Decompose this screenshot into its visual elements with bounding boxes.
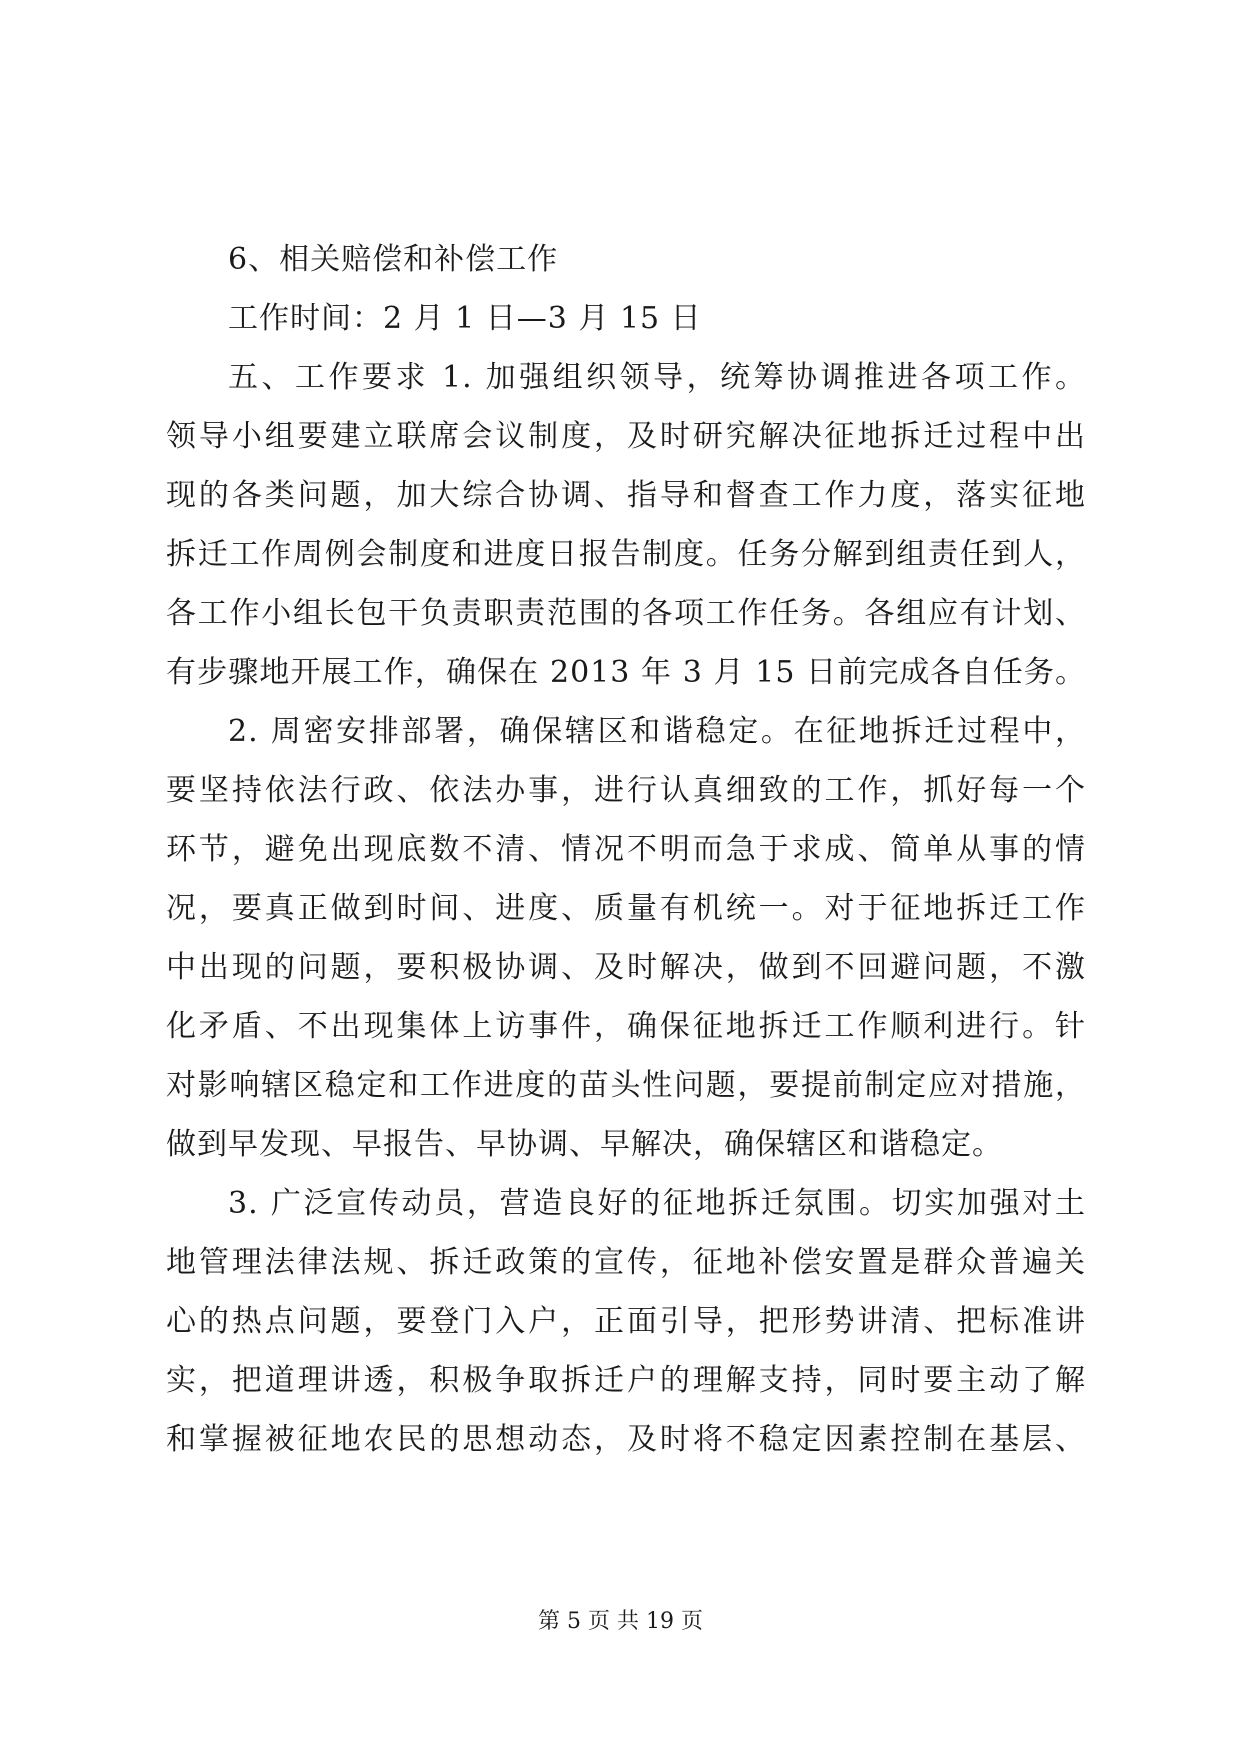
document-body (166, 230, 1086, 1469)
paragraph-line: 地管理法律法规、拆迁政策的宣传，征地补偿安置是群众普遍关 (166, 1245, 1086, 1280)
paragraph-line: 对影响辖区稳定和工作进度的苗头性问题，要提前制定应对措施， (166, 1068, 1086, 1103)
paragraph-line: 五、工作要求 1. 加强组织领导，统筹协调推进各项工作。 (228, 360, 1086, 395)
paragraph-line: 和掌握被征地农民的思想动态，及时将不稳定因素控制在基层、 (166, 1422, 1086, 1457)
work-time-line: 工作时间：2 月 1 日—3 月 15 日 (228, 301, 702, 336)
paragraph-line: 拆迁工作周例会制度和进度日报告制度。任务分解到组责任到人， (166, 537, 1086, 572)
paragraph-line: 况，要真正做到时间、进度、质量有机统一。对于征地拆迁工作 (166, 891, 1086, 926)
page-number-footer: 第 5 页 共 19 页 (538, 1609, 703, 1634)
paragraph-line: 环节，避免出现底数不清、情况不明而急于求成、简单从事的情 (166, 832, 1086, 867)
paragraph-line: 2. 周密安排部署，确保辖区和谐稳定。在征地拆迁过程中， (228, 714, 1086, 749)
paragraph-line: 做到早发现、早报告、早协调、早解决，确保辖区和谐稳定。 (166, 1127, 1003, 1162)
paragraph-line: 现的各类问题，加大综合协调、指导和督查工作力度，落实征地 (166, 478, 1086, 513)
paragraph-line: 要坚持依法行政、依法办事，进行认真细致的工作，抓好每一个 (166, 773, 1086, 808)
paragraph-line: 各工作小组长包干负责职责范围的各项工作任务。各组应有计划、 (166, 596, 1086, 631)
paragraph-line: 中出现的问题，要积极协调、及时解决，做到不回避问题，不激 (166, 950, 1086, 985)
paragraph-line: 领导小组要建立联席会议制度，及时研究解决征地拆迁过程中出 (166, 419, 1086, 454)
paragraph-line: 心的热点问题，要登门入户，正面引导，把形势讲清、把标准讲 (166, 1304, 1086, 1339)
paragraph-line: 有步骤地开展工作，确保在 2013 年 3 月 15 日前完成各自任务。 (166, 655, 1086, 690)
paragraph-line: 化矛盾、不出现集体上访事件，确保征地拆迁工作顺利进行。针 (166, 1009, 1086, 1044)
heading-line: 6、相关赔偿和补偿工作 (228, 242, 559, 277)
paragraph-line: 3. 广泛宣传动员，营造良好的征地拆迁氛围。切实加强对土 (228, 1186, 1086, 1221)
paragraph-line: 实，把道理讲透，积极争取拆迁户的理解支持，同时要主动了解 (166, 1363, 1086, 1398)
